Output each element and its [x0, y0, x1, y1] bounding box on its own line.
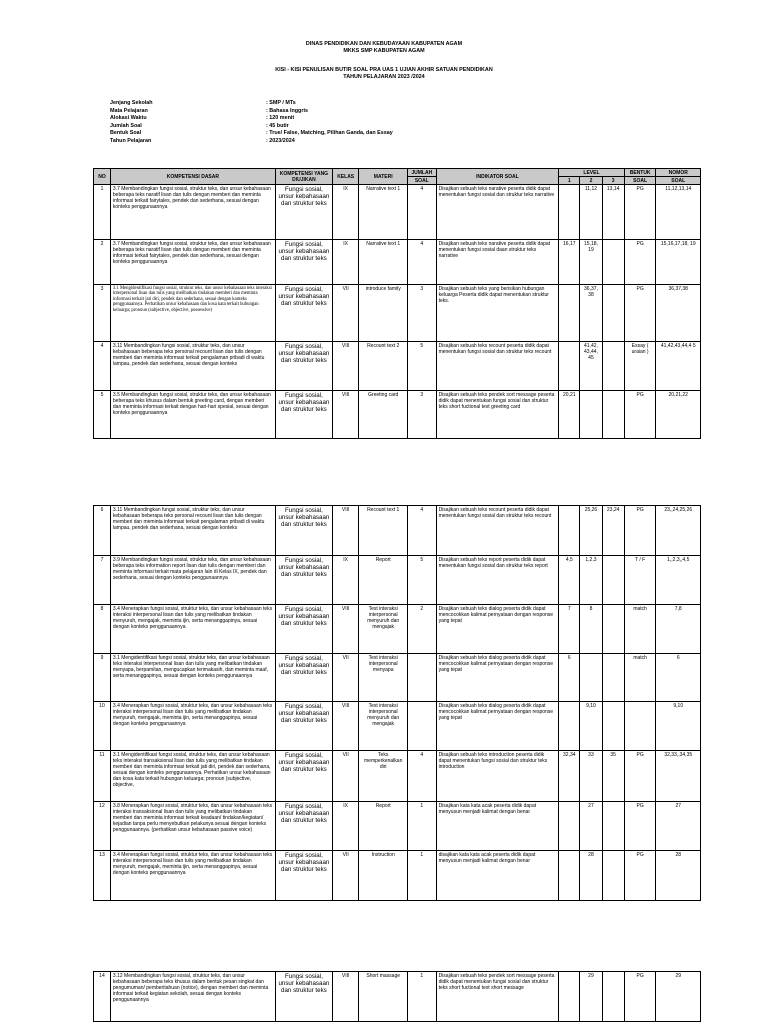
- level-1-cell: [559, 702, 580, 751]
- meta-label: Alokasi Waktu: [110, 115, 147, 121]
- kompetensi-dasar-cell: 3.1 Mengidentifikasi fungsi sosial, struktur teks, dan unsur kebahasaan teks interaksi transaksional lisan dan tulis yang melibatkan tindakan memberi dan meminta informasi terkait jati diri, pendek dan sederhana, sesuai dengan konteks penggunaannya. Perhatikan unsur kebahasaan dan kosa kata terkait hubungan keluarga; pronoun (subjective, objective,: [110, 751, 275, 802]
- kelas-cell: IX: [332, 185, 358, 240]
- level-2-cell: 11,12: [580, 185, 602, 240]
- level-3-cell: [602, 802, 624, 851]
- table-row: [94, 285, 701, 342]
- indikator-soal-cell: Disajikan sebuah teks pendek sort message peserta didik dapat menentukan fungsi sosial dan struktur teks short fuctional text greeting card: [436, 391, 559, 439]
- table-row: [94, 605, 701, 654]
- meta-label: Jenjang Sekolah: [110, 100, 153, 106]
- level-2-cell: 28: [580, 851, 602, 901]
- level-1-cell: [559, 972, 580, 1022]
- jumlah-soal-cell: 1: [408, 802, 437, 851]
- level-1-cell: 6: [559, 654, 580, 702]
- materi-cell: Instruction: [359, 851, 408, 901]
- kompetensi-dasar-cell: 3.12 Membandingkan fungsi sosial, struktur teks, dan unsur kebahasaan beberapa teks khusus dalam bentuk pesan singkat dan pengumuman/ pemberitahuan (notice), dengan memberi dan meminta informasi terkait kegiatan sekolah, sesuai dengan konteks penggunaannya: [110, 972, 275, 1022]
- header-line-1: DINAS PENDIDIKAN DAN KEBUDAYAAN KABUPATEN AGAM: [305, 41, 463, 47]
- level-2-cell: 1,2,3: [580, 556, 602, 605]
- row-number-cell: 14: [94, 972, 111, 1022]
- table-row: [94, 185, 701, 240]
- kompetensi-diujikan-cell: Fungsi sosial, unsur kebahasaan dan struktur teks: [275, 240, 332, 285]
- nomor-soal-cell: 36,37,38: [656, 285, 701, 342]
- level-2-cell: [580, 391, 602, 439]
- col-header-kompetensi-dasar: KOMPETENSI DASAR: [110, 169, 275, 185]
- jumlah-soal-cell: 2: [408, 605, 437, 654]
- jumlah-soal-cell: 4: [408, 240, 437, 285]
- materi-cell: Narrative text 1: [359, 185, 408, 240]
- nomor-soal-cell: 28: [656, 851, 701, 901]
- materi-cell: Report: [359, 802, 408, 851]
- row-number-cell: 6: [94, 506, 111, 556]
- meta-value: : True/ False, Matching, Pilihan Ganda, dan Essay: [266, 130, 393, 136]
- meta-label: Bentuk Soal: [110, 130, 142, 136]
- meta-row: [110, 123, 393, 131]
- col-header-kelas: KELAS: [332, 169, 358, 185]
- level-2-cell: 33: [580, 751, 602, 802]
- col-header-nomor: NOMOR: [656, 169, 701, 177]
- level-1-cell: [559, 802, 580, 851]
- nomor-soal-cell: 1,,2,3,,4,5: [656, 556, 701, 605]
- level-1-cell: [559, 185, 580, 240]
- row-number-cell: 7: [94, 556, 111, 605]
- nomor-soal-cell: 27: [656, 802, 701, 851]
- kelas-cell: VIII: [332, 342, 358, 391]
- col-header-level-3: 3: [602, 177, 624, 185]
- level-3-cell: [602, 972, 624, 1022]
- kompetensi-diujikan-cell: Fungsi sosial, unsur kebahasaan dan struktur teks: [275, 391, 332, 439]
- materi-cell: Recount text 1: [359, 506, 408, 556]
- meta-value: : 120 menit: [266, 115, 295, 121]
- table-row: [94, 654, 701, 702]
- meta-row: [110, 138, 393, 146]
- bentuk-soal-cell: PG: [624, 751, 656, 802]
- kompetensi-dasar-cell: 3.4 Menerapkan fungsi sosial, struktur teks, dan unsur kebahasaan teks interaksi interpersonal lisan dan tulis yang melibatkan tindakan menyuruh, mengajak, meminta ijin, serta menanggapinya, sesuai dengan konteks penggunaannya: [110, 702, 275, 751]
- jumlah-soal-cell: 4: [408, 506, 437, 556]
- kompetensi-dasar-cell: 3.9 Membandingkan fungsi sosial, struktur teks, dan unsur kebahasaan beberapa teks information report lisan dan tulis dengan memberi dan meminta informasi terkait mata pelajaran lain di Kelas IX, pendek dan sederhana, sesuai dengan konteks penggunaannya: [110, 556, 275, 605]
- col-header-level: LEVEL: [559, 169, 625, 177]
- level-3-cell: [602, 702, 624, 751]
- bentuk-soal-cell: PG: [624, 391, 656, 439]
- level-2-cell: 36,37, 38: [580, 285, 602, 342]
- col-header-kompetensi-diujikan: KOMPETENSI YANG DIUJIKAN: [275, 169, 332, 185]
- level-3-cell: [602, 605, 624, 654]
- row-number-cell: 9: [94, 654, 111, 702]
- level-3-cell: [602, 285, 624, 342]
- indikator-soal-cell: Disajikan sebuah teks recount peserta didik dapat menentukan fungsi sosial dan struktur teks recount: [436, 342, 559, 391]
- table-row: [94, 702, 701, 751]
- level-2-cell: 15,18, 19: [580, 240, 602, 285]
- kompetensi-dasar-cell: 3.4 Menerapkan fungsi sosial, struktur teks, dan unsur kebahasaan teks interaksi interpersonal lisan dan tulis yang melibatkan tindakan menyuruh, mengajak, meminta ijin, serta menanggapinya, sesuai dengan konteks penggunaannya: [110, 851, 275, 901]
- indikator-soal-cell: Disajikan sebuah teks introduction peserta didik dapat menentukan fungsi sosial dan struktur teks introduction: [436, 751, 559, 802]
- jumlah-soal-cell: 1: [408, 972, 437, 1022]
- indikator-soal-cell: Disajikan sebuah teks dialog peserta didik dapat mencocokkan kalimat pernyataan dengan response yang tepat: [436, 605, 559, 654]
- level-1-cell: [559, 342, 580, 391]
- indikator-soal-cell: Disajikan sebuah teks narative peserta didik dapat menentukan fungsi sosial dan struktur teks narrative: [436, 185, 559, 240]
- kompetensi-diujikan-cell: Fungsi sosial, unsur kebahasaan dan struktur teks: [275, 342, 332, 391]
- kompetensi-dasar-cell: 3.7 Membandingkan fungsi sosial, struktur teks, dan unsur kebahasaan beberapa teks naratif lisan dan tulis dengan memberi dan meminta informasi terkait fairytales, pendek dan sederhana, sesuai dengan konteks penggunaannya: [110, 240, 275, 285]
- level-1-cell: [559, 285, 580, 342]
- materi-cell: Greeting card: [359, 391, 408, 439]
- kelas-cell: IX: [332, 240, 358, 285]
- col-header-no: NO: [94, 169, 111, 185]
- bentuk-soal-cell: PG: [624, 972, 656, 1022]
- table-row: [94, 972, 701, 1022]
- header-line-3: KISI - KISI PENULISAN BUTIR SOAL PRA UAS 1 UJIAN AKHIR SATUAN PENDIDIKAN: [275, 67, 493, 73]
- kelas-cell: VII: [332, 654, 358, 702]
- level-1-cell: 7: [559, 605, 580, 654]
- table-row: [94, 342, 701, 391]
- kompetensi-diujikan-cell: Fungsi sosial, unsur kebahasaan dan struktur teks: [275, 556, 332, 605]
- level-2-cell: 41,42, 43,44, 45: [580, 342, 602, 391]
- materi-cell: Text interaksi interpersonal menyuruh dan mengajak: [359, 702, 408, 751]
- table-row: [94, 851, 701, 901]
- indikator-soal-cell: disajikan kata kata acak peserta didik dapat menyusun menjadi kalimat dengan benar: [436, 851, 559, 901]
- col-header-jumlah-soal: SOAL: [408, 177, 437, 185]
- document-meta: [110, 100, 393, 145]
- jumlah-soal-cell: 1: [408, 851, 437, 901]
- table-row: [94, 506, 701, 556]
- col-header-nomor-soal: SOAL: [656, 177, 701, 185]
- level-2-cell: [580, 654, 602, 702]
- nomor-soal-cell: 20,21,22: [656, 391, 701, 439]
- materi-cell: Recount text 2: [359, 342, 408, 391]
- table-row: [94, 391, 701, 439]
- meta-label: Mata Pelajaran: [110, 107, 148, 114]
- level-1-cell: 20,21: [559, 391, 580, 439]
- kompetensi-diujikan-cell: Fungsi sosial, unsur kebahasaan dan struktur teks: [275, 605, 332, 654]
- bentuk-soal-cell: PG: [624, 240, 656, 285]
- bentuk-soal-cell: PG: [624, 506, 656, 556]
- row-number-cell: 13: [94, 851, 111, 901]
- level-1-cell: 16,17: [559, 240, 580, 285]
- materi-cell: Report: [359, 556, 408, 605]
- meta-row: [110, 130, 393, 138]
- row-number-cell: 10: [94, 702, 111, 751]
- jumlah-soal-cell: 4: [408, 751, 437, 802]
- meta-row: [110, 108, 393, 116]
- bentuk-soal-cell: PG: [624, 185, 656, 240]
- nomor-soal-cell: 23,,24,25,26: [656, 506, 701, 556]
- level-3-cell: 35: [602, 751, 624, 802]
- level-2-cell: 9,10: [580, 702, 602, 751]
- level-2-cell: 29: [580, 972, 602, 1022]
- col-header-level-1: 1: [559, 177, 580, 185]
- kompetensi-dasar-cell: 3.5 Membandingkan fungsi sosial, struktur teks, dan unsur kebahasaan beberapa teks khusus dalam bentuk greeting card, dengan memberi dan meminta informasi terkait dengan hari-hari spesial, sesuai dengan konteks penggunaannya: [110, 391, 275, 439]
- row-number-cell: 8: [94, 605, 111, 654]
- kelas-cell: VII: [332, 751, 358, 802]
- bentuk-soal-cell: match: [624, 654, 656, 702]
- meta-label: Jumlah Soal: [110, 122, 142, 129]
- nomor-soal-cell: 15,16,17,18, 19: [656, 240, 701, 285]
- jumlah-soal-cell: 5: [408, 342, 437, 391]
- nomor-soal-cell: 11,12,13,14: [656, 185, 701, 240]
- level-1-cell: 32,34: [559, 751, 580, 802]
- kompetensi-diujikan-cell: Fungsi sosial, unsur kebahasaan dan struktur teks: [275, 972, 332, 1022]
- table-row: [94, 556, 701, 605]
- level-3-cell: [602, 556, 624, 605]
- kompetensi-dasar-cell: 3.7 Membandingkan fungsi sosial, struktur teks, dan unsur kebahasaan beberapa teks naratif lisan dan tulis dengan memberi dan meminta informasi terkait fairytales, pendek dan sederhana, sesuai dengan konteks penggunaannya: [110, 185, 275, 240]
- kelas-cell: VIII: [332, 391, 358, 439]
- meta-row: [110, 100, 393, 108]
- table-row: [94, 751, 701, 802]
- col-header-indikator: INDIKATOR SOAL: [436, 169, 559, 185]
- level-2-cell: 8: [580, 605, 602, 654]
- level-3-cell: [602, 391, 624, 439]
- level-3-cell: 23,24: [602, 506, 624, 556]
- meta-value: : SMP / MTs: [266, 100, 296, 106]
- row-number-cell: 4: [94, 342, 111, 391]
- kompetensi-diujikan-cell: Fungsi sosial, unsur kebahasaan dan struktur teks: [275, 185, 332, 240]
- materi-cell: Teks memperkenalkan diri: [359, 751, 408, 802]
- nomor-soal-cell: 6: [656, 654, 701, 702]
- indikator-soal-cell: Disajikan sebuah teks recount peserta didik dapat menentukan fungsi sosial dan struktur teks recount: [436, 506, 559, 556]
- indikator-soal-cell: Disajikan sebuah teks pendek sort message peserta didik dapat menentukan fungsi sosial dan struktur teks short fuctional text short message: [436, 972, 559, 1022]
- indikator-soal-cell: Disajikan sebuah teks report peserta didik dapat menentukan fungsi sosial dan struktur teks report: [436, 556, 559, 605]
- bentuk-soal-cell: Essay ( uraian ): [624, 342, 656, 391]
- jumlah-soal-cell: 4: [408, 185, 437, 240]
- level-1-cell: [559, 851, 580, 901]
- indikator-soal-cell: Disajikan kata kata acak peserta didik dapat menyusun menjadi kalimat dengan benar: [436, 802, 559, 851]
- materi-cell: Text interaksi interpersonal menyuruh dan mengajak: [359, 605, 408, 654]
- indikator-soal-cell: Disajikan sebuah teks narative peserta didik dapat menentukan fungsi sosial daan struktur teks narrative: [436, 240, 559, 285]
- level-3-cell: [602, 240, 624, 285]
- table-row: [94, 240, 701, 285]
- meta-value: : Bahasa Inggris: [266, 107, 308, 114]
- row-number-cell: 2: [94, 240, 111, 285]
- level-3-cell: [602, 342, 624, 391]
- meta-value: : 2023/2024: [266, 137, 295, 144]
- nomor-soal-cell: 41,42,43,44,4 5: [656, 342, 701, 391]
- header-line-2: MKKS SMP KABUPATEN AGAM: [343, 48, 425, 54]
- row-number-cell: 3: [94, 285, 111, 342]
- kompetensi-diujikan-cell: Fungsi sosial, unsur kebahasaan dan struktur teks: [275, 802, 332, 851]
- kompetensi-dasar-cell: 3.1 Mengidentifikasi fungsi sosial, struktur teks, dan unsur kebahasaan teks interaksi interpersonal lisan dan tulis yang melibatkan tindakan memberi dan meminta informasi terkait jati diri, pendek dan sederhana, sesuai dengan konteks penggunaannya. Perhatikan unsur kebahasaan dan kosa kata terkait hubungan keluarga; pronoun (subjective, objective, possessive): [110, 285, 275, 342]
- row-number-cell: 11: [94, 751, 111, 802]
- table-row: [94, 802, 701, 851]
- bentuk-soal-cell: T / F: [624, 556, 656, 605]
- meta-label: Tahun Pelajaran: [110, 137, 152, 144]
- nomor-soal-cell: 9,10: [656, 702, 701, 751]
- level-2-cell: 25,26: [580, 506, 602, 556]
- materi-cell: Short massage: [359, 972, 408, 1022]
- kompetensi-dasar-cell: 3.1 Mengidentifikasi fungsi sosial, struktur teks, dan unsur kebahasaan teks interaksi interpersonal lisan dan tulis yang melibatkan tindakan menyapa, berpamitan, mengucapkan terimakasih, dan meminta maaf, serta menanggapinya, sesuai dengan konteks penggunaannya: [110, 654, 275, 702]
- kompetensi-dasar-cell: 3.11 Membandingkan fungsi sosial, struktur teks, dan unsur kebahasaan beberapa teks personal recount lisan dan tulis dengan memberi dan meminta informasi terkait pengalaman pribadi di waktu lampau, pendek dan sederhana, sesuai dengan konteks: [110, 342, 275, 391]
- kelas-cell: VIII: [332, 972, 358, 1022]
- col-header-jumlah: JUMLAH: [408, 169, 437, 177]
- kelas-cell: VII: [332, 851, 358, 901]
- nomor-soal-cell: 29: [656, 972, 701, 1022]
- meta-value: : 45 butir: [266, 122, 289, 129]
- materi-cell: Text interaksi interpersonal menyapa: [359, 654, 408, 702]
- kelas-cell: VIII: [332, 605, 358, 654]
- level-1-cell: [559, 506, 580, 556]
- col-header-materi: MATERI: [359, 169, 408, 185]
- jumlah-soal-cell: 3: [408, 391, 437, 439]
- level-3-cell: [602, 654, 624, 702]
- row-number-cell: 5: [94, 391, 111, 439]
- jumlah-soal-cell: [408, 654, 437, 702]
- row-number-cell: 12: [94, 802, 111, 851]
- header-line-4: TAHUN PELAJARAN 2023 /2024: [343, 74, 425, 80]
- jumlah-soal-cell: 3: [408, 285, 437, 342]
- indikator-soal-cell: Disajikan sebuah teks yang berisikan hubungan keluarga Peserta didik dapat menentukan struktur teks.: [436, 285, 559, 342]
- col-header-bentuk-soal: SOAL: [624, 177, 656, 185]
- kisi-table-part-1: [93, 168, 701, 439]
- bentuk-soal-cell: PG: [624, 285, 656, 342]
- kelas-cell: IX: [332, 556, 358, 605]
- kelas-cell: IX: [332, 802, 358, 851]
- kelas-cell: VIII: [332, 702, 358, 751]
- level-1-cell: 4,5: [559, 556, 580, 605]
- kelas-cell: VII: [332, 285, 358, 342]
- jumlah-soal-cell: [408, 702, 437, 751]
- kisi-table-part-3: [93, 971, 701, 1022]
- kompetensi-diujikan-cell: Fungsi sosial, unsur kebahasaan dan struktur teks: [275, 751, 332, 802]
- kompetensi-diujikan-cell: Fungsi sosial, unsur kebahasaan dan struktur teks: [275, 285, 332, 342]
- indikator-soal-cell: Disajikan sebuah teks dialog peserta didik dapat mencocokkan kalimat pernyataan dengan response yang tepat: [436, 702, 559, 751]
- meta-row: [110, 115, 393, 123]
- kompetensi-dasar-cell: 3.8 Menerapkan fungsi sosial, struktur teks, dan unsur kebahasaan teks interaksi transaksional lisan dan tulis yang melibatkan tindakan memberi dan meminta informasi terkait keadaan/ tindakan/kegiatan/ kejadian tanpa perlu menyebutkan pelakunya sesuai dengan konteks penggunaannya. (perhatikan unsur kebahasaan passive voice): [110, 802, 275, 851]
- kompetensi-dasar-cell: 3.4 Menerapkan fungsi sosial, struktur teks, dan unsur kebahasaan teks interaksi interpersonal lisan dan tulis yang melibatkan tindakan menyuruh, mengajak, meminta ijin, serta menanggapinya, sesuai dengan konteks penggunaannya: [110, 605, 275, 654]
- nomor-soal-cell: 7,8: [656, 605, 701, 654]
- level-3-cell: 13,14: [602, 185, 624, 240]
- jumlah-soal-cell: 5: [408, 556, 437, 605]
- row-number-cell: 1: [94, 185, 111, 240]
- bentuk-soal-cell: PG: [624, 802, 656, 851]
- bentuk-soal-cell: match: [624, 605, 656, 654]
- kelas-cell: VIII: [332, 506, 358, 556]
- kompetensi-diujikan-cell: Fungsi sosial, unsur kebahasaan dan struktur teks: [275, 702, 332, 751]
- nomor-soal-cell: 32,33,,34,35: [656, 751, 701, 802]
- col-header-bentuk: BENTUK: [624, 169, 656, 177]
- kompetensi-diujikan-cell: Fungsi sosial, unsur kebahasaan dan struktur teks: [275, 506, 332, 556]
- kompetensi-dasar-cell: 3.11 Membandingkan fungsi sosial, struktur teks, dan unsur kebahasaan beberapa teks personal recount lisan dan tulis dengan memberi dan meminta informasi terkait pengalaman pribadi di waktu lampau, pendek dan sederhana, sesuai dengan konteks: [110, 506, 275, 556]
- indikator-soal-cell: Disajikan sebuah teks dialog peserta didik dapat mencocokkan kalimat pernyataan dengan response yang tepat: [436, 654, 559, 702]
- materi-cell: Narrative text 1: [359, 240, 408, 285]
- col-header-level-2: 2: [580, 177, 602, 185]
- level-2-cell: 27: [580, 802, 602, 851]
- kompetensi-diujikan-cell: Fungsi sosial, unsur kebahasaan dan struktur teks: [275, 654, 332, 702]
- kompetensi-diujikan-cell: Fungsi sosial, unsur kebahasaan dan struktur teks: [275, 851, 332, 901]
- bentuk-soal-cell: [624, 702, 656, 751]
- bentuk-soal-cell: PG: [624, 851, 656, 901]
- materi-cell: introduce family: [359, 285, 408, 342]
- kisi-table-part-2: [93, 505, 701, 901]
- level-3-cell: [602, 851, 624, 901]
